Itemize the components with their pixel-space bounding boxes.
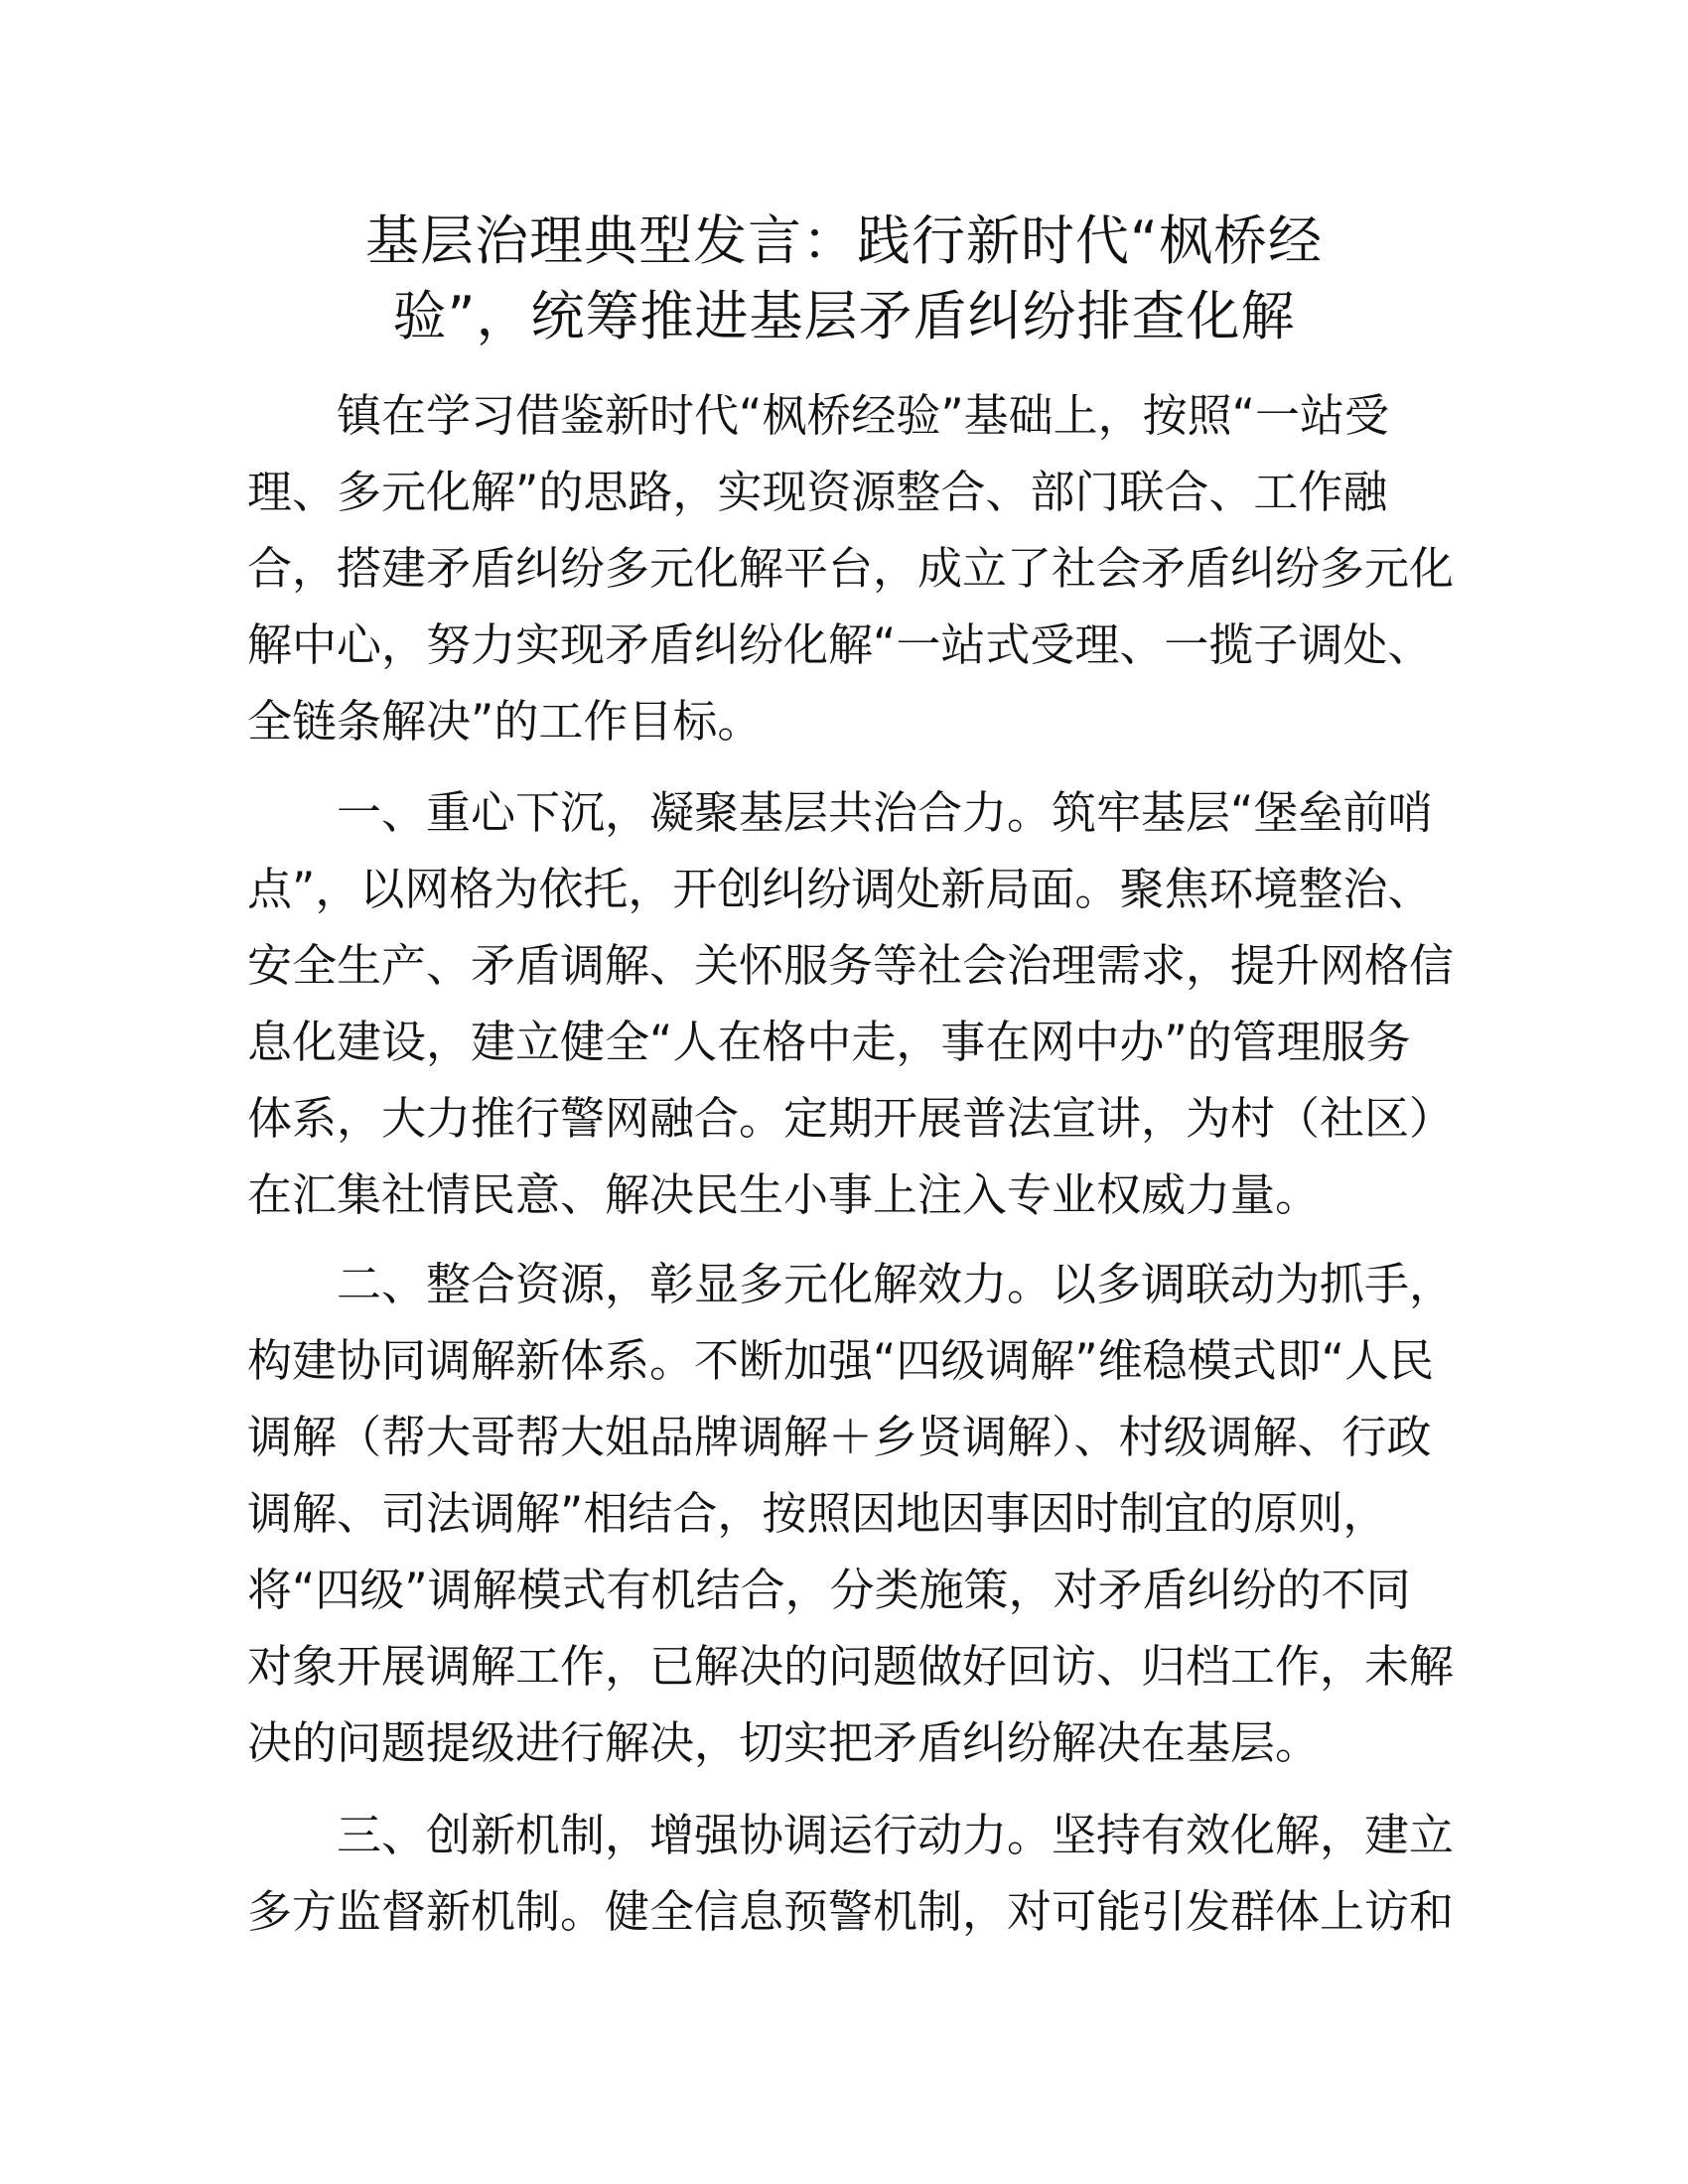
section-three-paragraph [247,1797,1455,1950]
intro-paragraph [247,377,1455,759]
title-line-2: 验”，统筹推进基层矛盾纠纷排查化解 [392,285,1296,347]
text-line: 息化建设，建立健全“人在格中走，事在网中办”的管理服务 [247,1016,1411,1068]
text-line: 点”，以网格为依托，开创纠纷调处新局面。聚焦环境整治、 [247,863,1433,915]
document-title [248,204,1440,354]
text-line: 多方监督新机制。健全信息预警机制，对可能引发群体上访和 [247,1885,1455,1938]
section-two-paragraph [247,1246,1455,1781]
text-line: 调解（帮大哥帮大姐品牌调解＋乡贤调解）、村级调解、行政 [247,1411,1432,1463]
text-line: 全链条解决”的工作目标。 [247,695,763,748]
text-line: 解中心，努力实现矛盾纠纷化解“一站式受理、一揽子调处、 [247,618,1433,671]
text-line: 合，搭建矛盾纠纷多元化解平台，成立了社会矛盾纠纷多元化 [247,542,1455,595]
text-line: 一、重心下沉，凝聚基层共治合力。筑牢基层“堡垒前哨 [337,786,1433,839]
text-line: 三、创新机制，增强协调运行动力。坚持有效化解，建立 [337,1809,1455,1861]
text-line: 体系，大力推行警网融合。定期开展普法宣讲，为村（社区） [247,1092,1455,1145]
section-one-paragraph [247,774,1455,1233]
text-line: 理、多元化解”的思路，实现资源整合、部门联合、工作融 [247,466,1388,518]
text-line: 调解、司法调解”相结合，按照因地因事因时制宜的原则， [247,1487,1388,1540]
text-line: 镇在学习借鉴新时代“枫桥经验”基础上，按照“一站受 [337,389,1389,442]
text-line: 决的问题提级进行解决，切实把矛盾纠纷解决在基层。 [247,1716,1321,1769]
text-line: 在汇集社情民意、解决民生小事上注入专业权威力量。 [247,1168,1321,1221]
title-line-1: 基层治理典型发言：践行新时代“枫桥经 [365,209,1323,272]
text-line: 将“四级”调解模式有机结合，分类施策，对矛盾纠纷的不同 [247,1564,1411,1616]
text-line: 构建协同调解新体系。不断加强“四级调解”维稳模式即“人民 [247,1334,1434,1387]
text-line: 安全生产、矛盾调解、关怀服务等社会治理需求，提升网格信 [247,939,1455,992]
text-line: 对象开展调解工作，已解决的问题做好回访、归档工作，未解 [247,1640,1455,1693]
text-line: 二、整合资源，彰显多元化解效力。以多调联动为抓手， [337,1258,1455,1310]
